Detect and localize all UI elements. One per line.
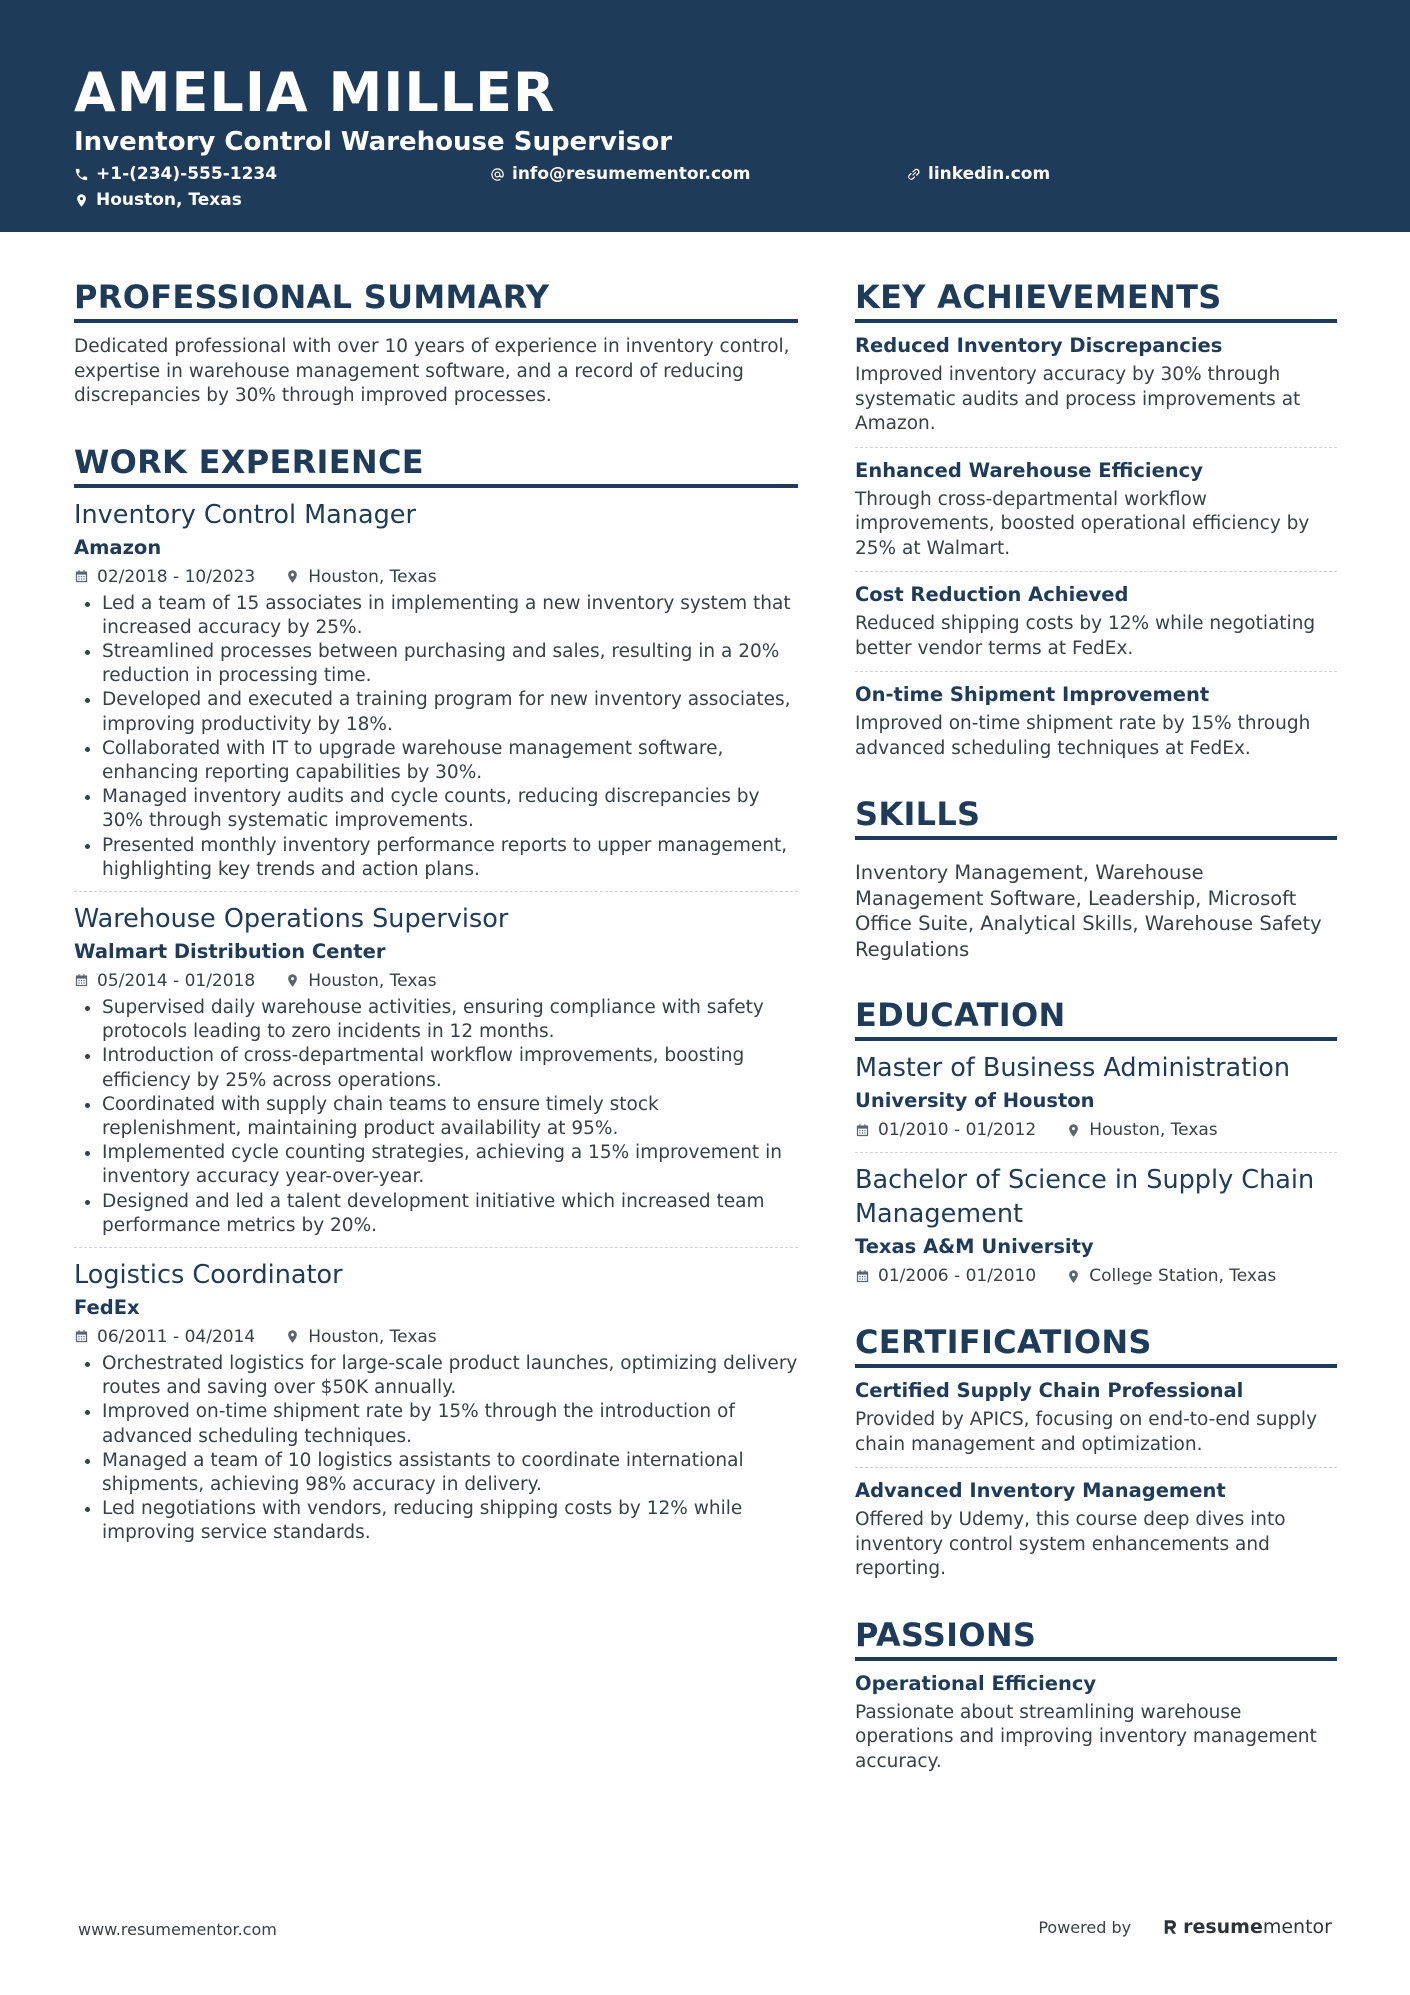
contact-email[interactable]: [490, 162, 750, 186]
brand-bold: resume: [1183, 1916, 1263, 1938]
achievement-item: [855, 458, 1337, 573]
job-location: [285, 564, 436, 590]
education-location-text: Houston, Texas: [1089, 1120, 1218, 1140]
resumementor-logo-icon: [1161, 1918, 1179, 1936]
achievement-title: Enhanced Warehouse Efficiency: [855, 458, 1203, 482]
entry-divider: [855, 571, 1337, 572]
experience-heading: WORK EXPERIENCE: [74, 441, 798, 488]
job-role: Inventory Control Manager: [74, 499, 416, 530]
job-entry: [74, 1258, 798, 1546]
bullet-item: • Coordinated with supply chain teams to ensure timely stock replenishment, maintaining product availability at 95%.: [102, 1093, 798, 1141]
certification-item: [855, 1478, 1337, 1582]
candidate-name: AMELIA MILLER: [74, 61, 556, 124]
location-pin-icon: [1066, 1269, 1081, 1284]
education-dates: 01/2006 - 01/2010: [878, 1266, 1037, 1286]
passion-item: [855, 1671, 1337, 1775]
calendar-icon: [74, 973, 89, 988]
job-location: [285, 1324, 436, 1350]
phone-icon: [74, 167, 89, 182]
contact-phone[interactable]: [74, 162, 277, 186]
skills-text: Inventory Management, Warehouse Management Software, Leadership, Microsoft Office Suite, Analytical Skills, Warehouse Safety Regulations: [855, 861, 1322, 961]
passions-heading: PASSIONS: [855, 1614, 1337, 1661]
achievement-text: Through cross-departmental workflow improvements, boosted operational efficiency by 25% at Walmart.: [855, 488, 1310, 559]
job-role: Warehouse Operations Supervisor: [74, 903, 509, 934]
job-bullets: [74, 996, 798, 1238]
achievement-item: [855, 333, 1337, 448]
calendar-icon: [74, 1329, 89, 1344]
contact-linkedin[interactable]: [906, 162, 1050, 186]
bullet-item: • Developed and executed a training program for new inventory associates, improving productivity by 18%.: [102, 688, 798, 736]
linkedin-text: linkedin.com: [928, 164, 1051, 184]
job-location: [285, 968, 436, 994]
bullet-item: • Managed a team of 10 logistics assistants to coordinate international shipments, achieving 98% accuracy in delivery.: [102, 1449, 798, 1497]
education-section: [855, 994, 1337, 1289]
left-column: [74, 276, 798, 1578]
certifications-section: [855, 1321, 1337, 1582]
bullet-item: • Presented monthly inventory performance reports to upper management, highlighting key trends and action plans.: [102, 834, 798, 882]
entry-divider: [855, 1152, 1337, 1153]
education-meta: [855, 1117, 1337, 1143]
entry-divider: [855, 1467, 1337, 1468]
education-item: [855, 1163, 1337, 1289]
entry-divider: [74, 891, 798, 892]
education-location: [1066, 1263, 1276, 1289]
entry-divider: [855, 671, 1337, 672]
email-text: info@resumementor.com: [512, 164, 751, 184]
bullet-item: • Led negotiations with vendors, reducing shipping costs by 12% while improving service standards.: [102, 1497, 798, 1545]
job-company: Amazon: [74, 535, 162, 559]
achievement-item: [855, 682, 1337, 761]
certification-title: Advanced Inventory Management: [855, 1479, 1226, 1502]
achievement-text: Reduced shipping costs by 12% while negotiating better vendor terms at FedEx.: [855, 613, 1316, 659]
powered-by-text: Powered by: [1038, 1917, 1132, 1937]
bullet-item: • Streamlined processes between purchasing and sales, resulting in a 20% reduction in processing time.: [102, 640, 798, 688]
phone-text: +1-(234)-555-1234: [96, 164, 278, 184]
entry-divider: [74, 1247, 798, 1248]
job-bullets: [74, 1352, 798, 1546]
education-location-text: College Station, Texas: [1089, 1266, 1277, 1286]
bullet-item: • Supervised daily warehouse activities, ensuring compliance with safety protocols leading to zero incidents in 12 months.: [102, 996, 798, 1044]
job-meta: [74, 968, 798, 994]
job-role: Logistics Coordinator: [74, 1259, 343, 1290]
resume-header: [0, 0, 1410, 232]
education-item: [855, 1051, 1337, 1153]
location-pin-icon: [1066, 1123, 1081, 1138]
job-entry: [74, 902, 798, 1248]
job-bullets: [74, 592, 798, 882]
achievement-text: Improved on-time shipment rate by 15% through advanced scheduling techniques at FedEx.: [855, 713, 1311, 759]
job-location-text: Houston, Texas: [308, 970, 437, 991]
job-company: FedEx: [74, 1295, 140, 1319]
education-school: Texas A&M University: [855, 1235, 1094, 1258]
job-meta: [74, 1324, 798, 1350]
footer-website[interactable]: www.resumementor.com: [78, 1920, 277, 1939]
skills-section: [855, 793, 1337, 962]
summary-section: [74, 276, 798, 409]
passions-section: [855, 1614, 1337, 1775]
brand-logo[interactable]: [1161, 1916, 1332, 1938]
achievements-section: [855, 276, 1337, 761]
education-dates: 01/2010 - 01/2012: [878, 1120, 1037, 1140]
summary-heading: PROFESSIONAL SUMMARY: [74, 276, 798, 323]
certification-text: Offered by Udemy, this course deep dives into inventory control system enhancements and reporting.: [855, 1509, 1286, 1579]
job-entry: [74, 498, 798, 892]
job-meta: [74, 564, 798, 590]
education-meta: [855, 1263, 1337, 1289]
achievement-title: Cost Reduction Achieved: [855, 583, 1129, 606]
at-icon: [490, 167, 505, 182]
bullet-item: • Managed inventory audits and cycle counts, reducing discrepancies by 30% through systematic improvements.: [102, 785, 798, 833]
certification-text: Provided by APICS, focusing on end-to-end supply chain management and optimization.: [855, 1409, 1318, 1455]
bullet-item: • Improved on-time shipment rate by 15% through the introduction of advanced scheduling techniques.: [102, 1400, 798, 1448]
bullet-item: • Implemented cycle counting strategies, achieving a 15% improvement in inventory accuracy year-over-year.: [102, 1141, 798, 1189]
job-company: Walmart Distribution Center: [74, 939, 386, 963]
brand-regular: mentor: [1262, 1916, 1332, 1938]
location-pin-icon: [74, 193, 89, 208]
location-pin-icon: [285, 973, 300, 988]
certification-title: Certified Supply Chain Professional: [855, 1379, 1244, 1402]
education-heading: EDUCATION: [855, 994, 1337, 1041]
achievement-title: On-time Shipment Improvement: [855, 683, 1210, 706]
bullet-item: • Collaborated with IT to upgrade warehouse management software, enhancing reporting capabilities by 30%.: [102, 737, 798, 785]
calendar-icon: [74, 569, 89, 584]
education-degree: Bachelor of Science in Supply Chain Management: [855, 1165, 1315, 1229]
contact-location: [74, 188, 242, 212]
bullet-item: • Designed and led a talent development initiative which increased team performance metrics by 20%.: [102, 1190, 798, 1238]
certifications-heading: CERTIFICATIONS: [855, 1321, 1337, 1368]
job-dates: 02/2018 - 10/2023: [97, 566, 256, 587]
passion-title: Operational Efficiency: [855, 1671, 1097, 1695]
location-text: Houston, Texas: [96, 190, 242, 210]
achievement-title: Reduced Inventory Discrepancies: [855, 334, 1223, 357]
education-degree: Master of Business Administration: [855, 1053, 1291, 1083]
candidate-title: Inventory Control Warehouse Supervisor: [74, 127, 673, 157]
bullet-item: • Introduction of cross-departmental workflow improvements, boosting efficiency by 25% across operations.: [102, 1044, 798, 1092]
right-column: [855, 276, 1337, 1806]
summary-text: Dedicated professional with over 10 years of experience in inventory control, expertise in warehouse management software, and a record of reducing discrepancies by 30% through improved processes.: [74, 336, 790, 406]
location-pin-icon: [285, 1329, 300, 1344]
calendar-icon: [855, 1269, 870, 1284]
link-icon: [906, 167, 921, 182]
bullet-item: • Led a team of 15 associates in implementing a new inventory system that increased accuracy by 25%.: [102, 592, 798, 640]
job-location-text: Houston, Texas: [308, 566, 437, 587]
skills-heading: SKILLS: [855, 793, 1337, 840]
job-dates: 05/2014 - 01/2018: [97, 970, 256, 991]
location-pin-icon: [285, 569, 300, 584]
certification-item: [855, 1378, 1337, 1468]
achievement-item: [855, 582, 1337, 672]
education-school: University of Houston: [855, 1089, 1095, 1112]
entry-divider: [855, 447, 1337, 448]
passion-text: Passionate about streamlining warehouse operations and improving inventory management accuracy.: [855, 1701, 1317, 1772]
education-location: [1066, 1117, 1217, 1143]
bullet-item: • Orchestrated logistics for large-scale product launches, optimizing delivery routes and saving over $50K annually.: [102, 1352, 798, 1400]
job-location-text: Houston, Texas: [308, 1326, 437, 1347]
experience-section: [74, 441, 798, 1546]
calendar-icon: [855, 1123, 870, 1138]
footer-powered-by: [1038, 1916, 1332, 1938]
achievements-heading: KEY ACHIEVEMENTS: [855, 276, 1337, 323]
job-dates: 06/2011 - 04/2014: [97, 1326, 256, 1347]
achievement-text: Improved inventory accuracy by 30% through systematic audits and process improvements at Amazon.: [855, 364, 1301, 434]
